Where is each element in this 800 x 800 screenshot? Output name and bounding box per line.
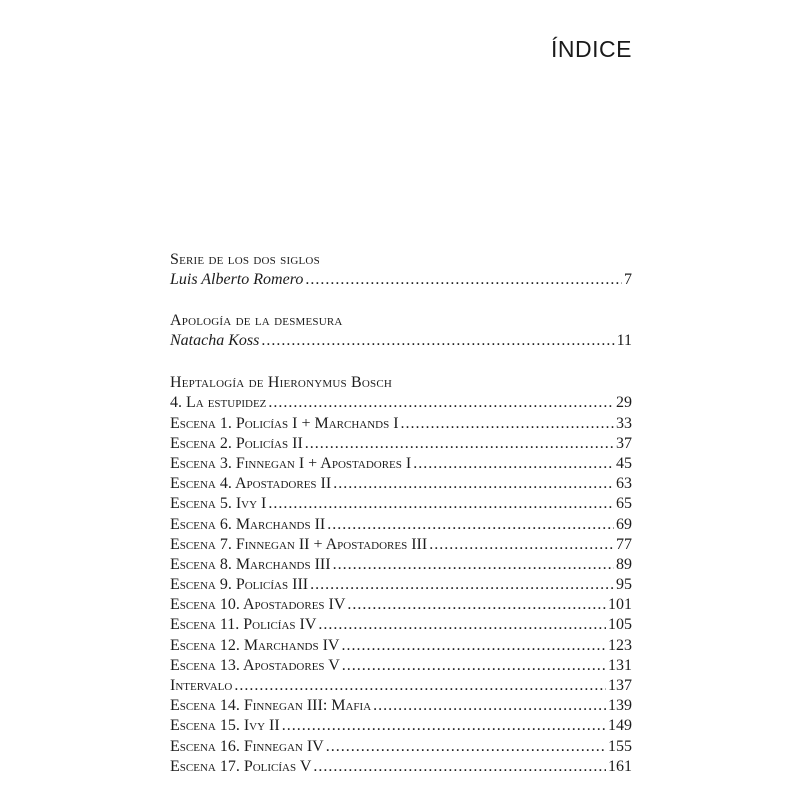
toc-entry-label: Escena 14. Finnegan III: Mafia [170,697,372,715]
leader-dots [429,535,614,555]
toc-entry-label: Natacha Koss [170,332,260,350]
toc-entry[interactable] [170,615,632,635]
leader-dots [341,636,606,656]
toc-entry[interactable] [170,515,632,535]
toc-entry-page: 131 [608,656,632,674]
toc-entry[interactable] [170,414,632,434]
section-heading: Heptalogía de Hieronymus Bosch [170,374,393,392]
toc-entry-page: 37 [616,434,632,452]
toc-entry-label: Escena 17. Policías V [170,757,312,775]
toc-entry-label: Escena 10. Apostadores IV [170,596,346,614]
toc-entry[interactable] [170,737,632,757]
leader-dots [413,454,614,474]
leader-dots [313,757,606,777]
toc-entry-page: 101 [608,596,632,614]
toc-entry[interactable] [170,555,632,575]
toc-entry-page: 89 [616,555,632,573]
toc-entry[interactable] [170,393,632,413]
toc-entry-label: Escena 1. Policías I + Marchands I [170,414,399,432]
toc-entry[interactable] [170,535,632,555]
leader-dots [282,716,606,736]
toc-entry[interactable] [170,494,632,514]
toc-entry[interactable] [170,656,632,676]
toc-entry-label: Escena 4. Apostadores II [170,475,332,493]
toc-entry[interactable] [170,676,632,696]
section-heading: Serie de los dos siglos [170,251,320,268]
page-title: ÍNDICE [551,36,632,62]
leader-dots [234,676,606,696]
section-gap [170,290,632,310]
toc-entry-label: Escena 2. Policías II [170,434,303,452]
leader-dots [401,414,614,434]
toc-entry-label: Escena 7. Finnegan II + Apostadores III [170,535,428,553]
leader-dots [318,615,606,635]
toc-entry[interactable] [170,716,632,736]
table-of-contents [170,249,632,777]
leader-dots [310,575,614,595]
toc-entry-page: 123 [608,636,632,654]
toc-entry-label: Escena 8. Marchands III [170,555,331,573]
leader-dots [268,393,614,413]
toc-entry-page: 33 [616,414,632,432]
toc-entry-page: 105 [608,616,632,634]
toc-entry-page: 155 [608,737,632,755]
toc-entry[interactable] [170,757,632,777]
toc-entry-page: 137 [608,677,632,694]
leader-dots [268,494,614,514]
leader-dots [342,656,606,676]
toc-entry-label: Escena 15. Ivy II [170,717,280,735]
leader-dots [326,737,606,757]
section-entries [170,393,632,777]
toc-entry-label: Intervalo [170,677,233,694]
toc-entry-page: 45 [616,454,632,472]
toc-entry-page: 63 [616,475,632,493]
leader-dots [305,270,622,290]
toc-entry-label: Escena 11. Policías IV [170,616,317,634]
leader-dots [333,474,614,494]
toc-entry-label: 4. La estupidez [170,394,267,412]
toc-entry-label: Escena 9. Policías III [170,576,309,594]
toc-entry[interactable] [170,595,632,615]
toc-entry[interactable] [170,270,632,290]
leader-dots [333,555,614,575]
toc-entry-page: 11 [616,332,632,350]
toc-entry[interactable] [170,696,632,716]
leader-dots [347,595,606,615]
leader-dots [305,434,614,454]
toc-entry[interactable] [170,454,632,474]
toc-entry-label: Escena 5. Ivy I [170,495,267,513]
toc-entry[interactable] [170,636,632,656]
toc-entry-label: Escena 12. Marchands IV [170,636,340,654]
toc-entry-page: 149 [608,717,632,735]
leader-dots [261,331,614,351]
toc-entry-page: 69 [616,515,632,533]
toc-entry-label: Escena 16. Finnegan IV [170,737,324,755]
toc-entry-label: Escena 13. Apostadores V [170,656,340,674]
toc-entry-page: 139 [608,697,632,715]
toc-entry-page: 29 [616,394,632,412]
toc-entry-page: 7 [624,271,632,288]
toc-entry-page: 65 [616,495,632,513]
toc-entry[interactable] [170,331,632,351]
toc-entry[interactable] [170,474,632,494]
toc-entry-page: 77 [616,535,632,553]
toc-entry-label: Escena 6. Marchands II [170,515,326,533]
toc-entry-label: Escena 3. Finnegan I + Apostadores I [170,454,412,472]
section-gap [170,351,632,372]
toc-entry-page: 95 [616,576,632,594]
leader-dots [327,515,614,535]
toc-entry[interactable] [170,575,632,595]
toc-entry-label: Luis Alberto Romero [170,271,304,288]
section-heading: Apología de la desmesura [170,312,343,330]
toc-entry-page: 161 [608,757,632,775]
toc-entry[interactable] [170,434,632,454]
leader-dots [373,696,606,716]
